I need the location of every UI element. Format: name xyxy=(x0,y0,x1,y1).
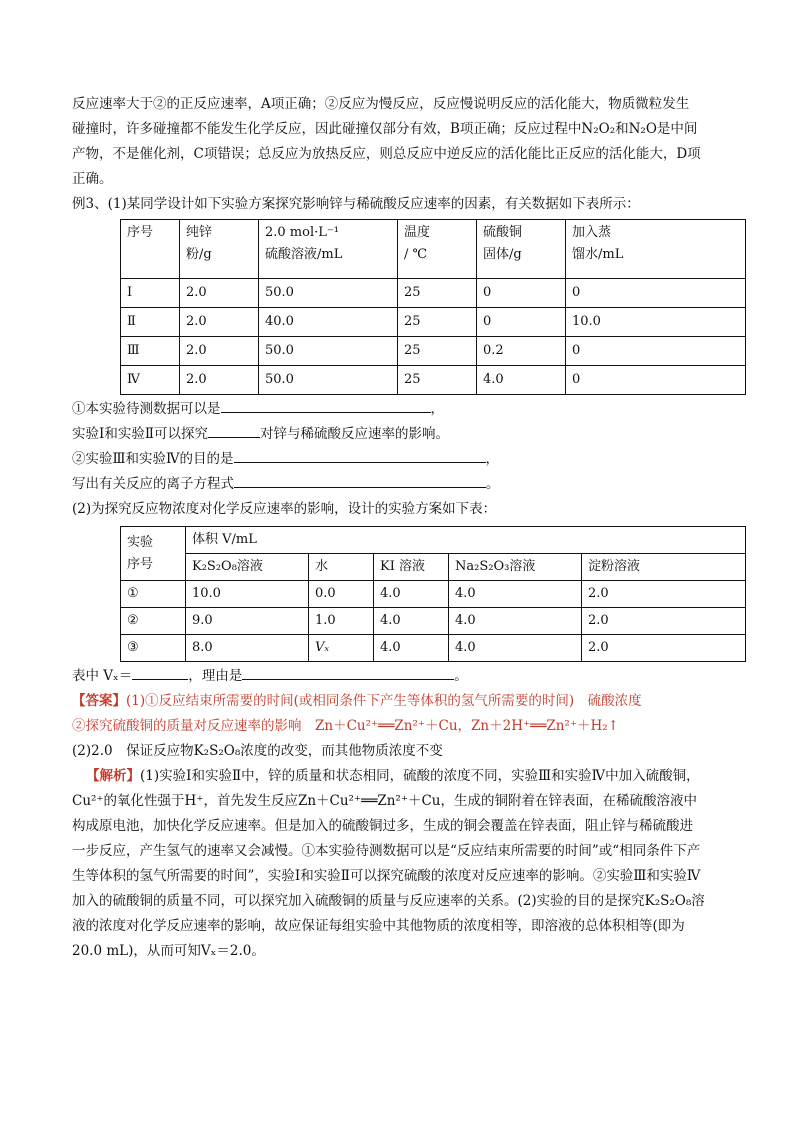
corner-cell: 实验 序号 xyxy=(121,527,186,581)
answer-blank xyxy=(242,664,454,680)
analysis-line: 构成原电池，加快化学反应速率。但是加入的硫酸铜过多，生成的铜会覆盖在锌表面，阻止锌与稀硫酸进 xyxy=(72,818,693,834)
group-header: 体积 V/mL xyxy=(186,527,746,554)
table-row: ② 9.0 1.0 4.0 4.0 2.0 xyxy=(121,608,746,635)
header-cell: 序号 xyxy=(121,220,180,279)
table-row: Ⅰ 2.0 50.0 25 0 0 xyxy=(121,279,746,308)
answer-blank xyxy=(208,422,260,438)
answer-line: ②探究硫酸铜的质量对反应速率的影响 Zn＋Cu²⁺══Zn²⁺＋Cu，Zn＋2H⁺══Zn²⁺＋H₂↑ xyxy=(72,718,619,734)
table-row: Ⅳ 2.0 50.0 25 4.0 0 xyxy=(121,366,746,395)
question-3: 表中 Vₓ＝ ，理由是 。 xyxy=(72,664,722,689)
analysis-line: 加入的硫酸铜的质量不同，可以探究加入硫酸铜的质量与反应速率的关系。(2)实验的目的是探究K₂S₂O₈溶 xyxy=(72,893,705,909)
analysis-section xyxy=(72,764,722,964)
example-title: 例3、(1)某同学设计如下实验方案探究影响锌与稀硫酸反应速率的因素，有关数据如下表所示： xyxy=(72,196,640,212)
question-1a: ①本实验待测数据可以是 ， xyxy=(72,397,722,422)
table-header-row xyxy=(121,527,746,554)
analysis-line: 【解析】(1)实验Ⅰ和实验Ⅱ中，锌的质量和状态相同，硫酸的浓度不同，实验Ⅲ和实验Ⅳ中加入硫酸铜， xyxy=(86,768,700,784)
answer-label: 【答案】 xyxy=(72,693,126,709)
table-header-row: K₂S₂O₈溶液 水 KI 溶液 Na₂S₂O₃溶液 淀粉溶液 xyxy=(121,554,746,581)
header-cell: 2.0 mol·L⁻¹ 硫酸溶液/mL xyxy=(259,220,398,279)
answer-blank xyxy=(132,664,188,680)
answer-line: (2)2.0 保证反应物K₂S₂O₈浓度的改变，而其他物质浓度不变 xyxy=(72,743,443,759)
table-row: ③ 8.0 Vₓ 4.0 4.0 2.0 xyxy=(121,635,746,662)
answer-section xyxy=(72,689,722,764)
intro-line: 正确。 xyxy=(72,171,113,187)
answer-line: 【答案】(1)①反应结束所需要的时间(或相同条件下产生等体积的氢气所需要的时间) 硫酸浓度 xyxy=(72,693,642,709)
analysis-label: 【解析】 xyxy=(86,768,140,784)
intro-line: 碰撞时，许多碰撞都不能发生化学反应，因此碰撞仅部分有效，B项正确；反应过程中N₂O₂和N₂O是中间 xyxy=(72,121,698,137)
zinc-experiment-table xyxy=(120,219,746,395)
answer-blank xyxy=(221,397,431,413)
analysis-line: 生等体积的氢气所需要的时间”，实验Ⅰ和实验Ⅱ可以探究硫酸的浓度对反应速率的影响。②实验Ⅲ和实验Ⅳ xyxy=(72,868,701,884)
document-page xyxy=(72,92,722,964)
analysis-line: 液的浓度对化学反应速率的影响，故应保证每组实验中其他物质的浓度相等，即溶液的总体积相等(即为 xyxy=(72,918,685,934)
table-row: Ⅱ 2.0 40.0 25 0 10.0 xyxy=(121,308,746,337)
analysis-line: 20.0 mL)，从而可知Vₓ＝2.0。 xyxy=(72,943,265,959)
header-cell: 温度 / ℃ xyxy=(398,220,477,279)
analysis-line: 一步反应，产生氢气的速率又会减慢。①本实验待测数据可以是“反应结束所需要的时间”或“相同条件下产 xyxy=(72,843,701,859)
header-cell: 加入蒸 馏水/mL xyxy=(566,220,746,279)
question-2a: ②实验Ⅲ和实验Ⅳ的目的是 ， xyxy=(72,447,722,472)
answer-blank xyxy=(234,472,486,488)
answer-blank xyxy=(234,447,486,463)
intro-line: 产物，不是催化剂，C项错误；总反应为放热反应，则总反应中逆反应的活化能比正反应的活化能大，D项 xyxy=(72,146,701,162)
volume-experiment-table xyxy=(120,526,746,662)
header-cell: 硫酸铜 固体/g xyxy=(477,220,566,279)
header-cell: 纯锌 粉/g xyxy=(180,220,259,279)
intro-line: 反应速率大于②的正反应速率，A项正确；②反应为慢反应，反应慢说明反应的活化能大，物质微粒发生 xyxy=(72,96,690,112)
question-2b: 写出有关反应的离子方程式 。 xyxy=(72,472,722,497)
table-header-row xyxy=(121,220,746,279)
analysis-line: Cu²⁺的氧化性强于H⁺，首先发生反应Zn＋Cu²⁺══Zn²⁺＋Cu，生成的铜附着在锌表面，在稀硫酸溶液中 xyxy=(72,793,697,809)
table-row: ① 10.0 0.0 4.0 4.0 2.0 xyxy=(121,581,746,608)
table-row: Ⅲ 2.0 50.0 25 0.2 0 xyxy=(121,337,746,366)
intro-paragraph xyxy=(72,92,722,192)
part2-title: (2)为探究反应物浓度对化学反应速率的影响，设计的实验方案如下表： xyxy=(72,501,497,517)
question-1b: 实验Ⅰ和实验Ⅱ可以探究 对锌与稀硫酸反应速率的影响。 xyxy=(72,422,722,447)
